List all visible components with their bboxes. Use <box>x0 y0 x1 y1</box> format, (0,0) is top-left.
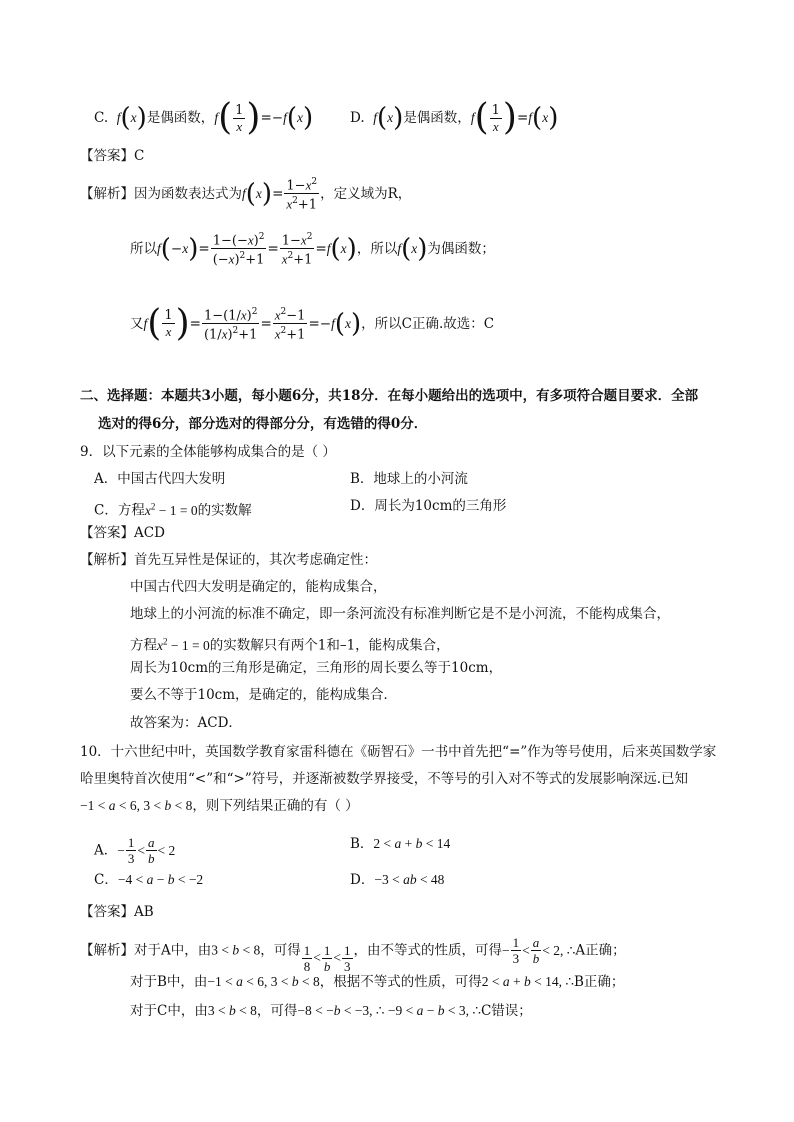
option-text: 的实数解 <box>197 502 252 519</box>
analysis-tag: 【解析】 <box>80 185 134 202</box>
section-2-heading-line-2: 选对的得6分，部分选对的得部分分，有选错的得0分． <box>98 416 428 432</box>
analysis-text: 对于B中，由 <box>130 974 208 990</box>
q9-analysis-line-1 <box>80 551 377 569</box>
analysis-text: 的实数解只有两个1和–1，能构成集合， <box>209 637 450 654</box>
q9-analysis-line-4 <box>130 632 450 655</box>
math-expression: −1 < a < 6, 3 < b < 8 <box>207 974 320 989</box>
option-label: D． <box>350 872 375 888</box>
math-expression: f ( $\frac{1}{x}$ ) = f ( x ) <box>470 97 559 138</box>
answer-tag: 【答案】 <box>80 904 134 920</box>
analysis-text: C错误； <box>480 1003 532 1019</box>
option-text: C．方程 <box>94 502 145 519</box>
stem-text: ，则下列结果正确的有（ ） <box>192 798 359 814</box>
q10-option-b <box>350 835 450 853</box>
q8-analysis-line-3 <box>130 302 495 344</box>
analysis-text: ，定义域为R， <box>320 185 412 202</box>
option-label: A． <box>94 842 118 859</box>
q9-analysis-line-6: 要么不等于10cm，是确定的，能构成集合． <box>130 687 398 703</box>
analysis-text: 因为函数表达式为 <box>134 185 242 202</box>
answer-value: ACD <box>134 525 165 541</box>
q10-stem-line-1: 10．十六世纪中叶，英国数学教育家雷科德在《砺智石》一书中首先把“=”作为等号使用，后来英国数学家 <box>80 744 717 760</box>
math-expression: −4 < a − b < −2 <box>117 872 204 887</box>
analysis-text: 首先互异性是保证的，其次考虑确定性： <box>134 552 377 568</box>
q9-option-b: B．地球上的小河流 <box>350 471 468 487</box>
option-label: C． <box>94 872 118 888</box>
analysis-text: ，根据不等式的性质，可得 <box>319 974 482 990</box>
q8-answer <box>80 147 144 165</box>
q10-analysis-b <box>130 973 624 991</box>
analysis-text: ，可得 <box>256 1003 298 1019</box>
math-expression: f ( − x ) = $\frac{1-(-x)^2}{(-x)^2+1}$ = $\frac{1-x^2}{x^2+1}$ = f ( x ) <box>157 232 357 268</box>
analysis-text: ，所以 <box>356 240 398 257</box>
option-label: C. <box>94 110 109 126</box>
math-expression: −8 < −b < −3, ∴ −9 < a − b < 3, ∴ <box>297 1003 481 1018</box>
math-expression: −1 < a < 6, 3 < b < 8 <box>80 798 193 813</box>
q10-option-c <box>94 871 203 889</box>
option-text: 是偶函数， <box>146 110 215 126</box>
answer-tag: 【答案】 <box>80 525 134 541</box>
analysis-text: ，所以C正确.故选：C <box>361 315 495 332</box>
math-expression: $x^2 - 1 = 0$ <box>157 636 210 653</box>
q9-stem: 9．以下元素的全体能够构成集合的是（ ） <box>80 444 336 460</box>
q10-option-a <box>94 835 175 866</box>
math-expression: $x^2 - 1 = 0$ <box>144 501 198 518</box>
analysis-text: B正确； <box>573 974 625 990</box>
analysis-text: 又 <box>130 315 144 332</box>
math-expression: f ( x ) = $\frac{1-x^2}{x^2+1}$ <box>242 177 318 213</box>
analysis-text: A正确； <box>575 942 626 959</box>
q9-analysis-line-3: 地球上的小河流的标准不确定，即一条河流没有标准判断它是不是小河流，不能构成集合， <box>130 606 670 622</box>
section-2-heading-line-1: 二、选择题：本题共3小题，每小题6分，共18分．在每小题给出的选项中，有多项符合题目要求．全部 <box>80 388 699 404</box>
math-expression: f ( $\frac{1}{x}$ ) = $\frac{1-(1/x)^2}{(1/x)^2+1}$ = $\frac{x^2-1}{x^2+1}$ =− f ( x ) <box>143 302 362 344</box>
q9-analysis-line-7: 故答案为：ACD． <box>130 715 242 731</box>
analysis-text: ，由不等式的性质，可得 <box>353 942 502 959</box>
analysis-text: 方程 <box>130 637 157 654</box>
q10-analysis-a <box>80 935 626 974</box>
analysis-text: 对于A中，由 <box>134 942 212 959</box>
q8-analysis-line-2 <box>130 230 495 268</box>
math-expression: f ( x ) <box>397 233 428 264</box>
analysis-text: 对于C中，由 <box>130 1003 208 1019</box>
math-expression: $\frac{1}{8}$ < $\frac{1}{b}$ < $\frac{1}{3}$ <box>303 942 351 974</box>
q9-option-c <box>94 497 252 520</box>
math-expression: − $\frac{1}{3}$ < $\frac{a}{b}$ < 2, ∴ <box>502 935 576 966</box>
math-expression: −3 < ab < 48 <box>374 872 445 887</box>
q9-analysis-line-2: 中国古代四大发明是确定的，能构成集合， <box>130 579 387 595</box>
math-expression: 3 < b < 8 <box>211 942 261 958</box>
analysis-text: 为偶函数； <box>427 240 495 257</box>
analysis-text: 所以 <box>130 240 157 257</box>
math-expression: f ( $\frac{1}{x}$ ) =− f ( x ) <box>214 97 314 138</box>
q10-stem-line-2: 哈里奥特首次使用“<”和“>”符号，并逐渐被数学界接受，不等号的引入对不等式的发展影响深远.已知 <box>80 771 689 787</box>
q9-answer <box>80 524 165 542</box>
answer-value: AB <box>134 904 154 920</box>
q10-stem-line-3 <box>80 797 359 815</box>
answer-tag: 【答案】 <box>80 148 134 164</box>
q8-analysis-line-1 <box>80 175 411 213</box>
analysis-tag: 【解析】 <box>80 942 134 959</box>
q9-option-d: D．周长为10cm的三角形 <box>350 498 507 514</box>
q9-analysis-line-5: 周长为10cm的三角形是确定，三角形的周长要么等于10cm， <box>130 660 503 676</box>
q8-option-c <box>94 97 314 138</box>
math-expression: 2 < a + b < 14 <box>373 836 451 851</box>
math-expression: 2 < a + b < 14, ∴ <box>481 974 574 989</box>
math-expression: f ( x ) <box>116 103 147 133</box>
option-text: 是偶函数， <box>403 110 471 126</box>
option-label: D. <box>350 110 365 126</box>
analysis-text: ，可得 <box>260 942 301 959</box>
q10-answer <box>80 903 154 921</box>
q10-option-d <box>350 871 444 889</box>
q9-option-a: A．中国古代四大发明 <box>94 471 226 487</box>
analysis-tag: 【解析】 <box>80 552 134 568</box>
answer-value: C <box>134 148 145 164</box>
q8-option-d <box>350 97 559 138</box>
option-label: B． <box>350 836 374 852</box>
q10-analysis-c <box>130 1002 532 1020</box>
math-expression: − $\frac{1}{3}$ < $\frac{a}{b}$ < 2 <box>117 835 176 866</box>
math-expression: 3 < b < 8 <box>207 1003 257 1018</box>
math-expression: f ( x ) <box>373 103 404 133</box>
